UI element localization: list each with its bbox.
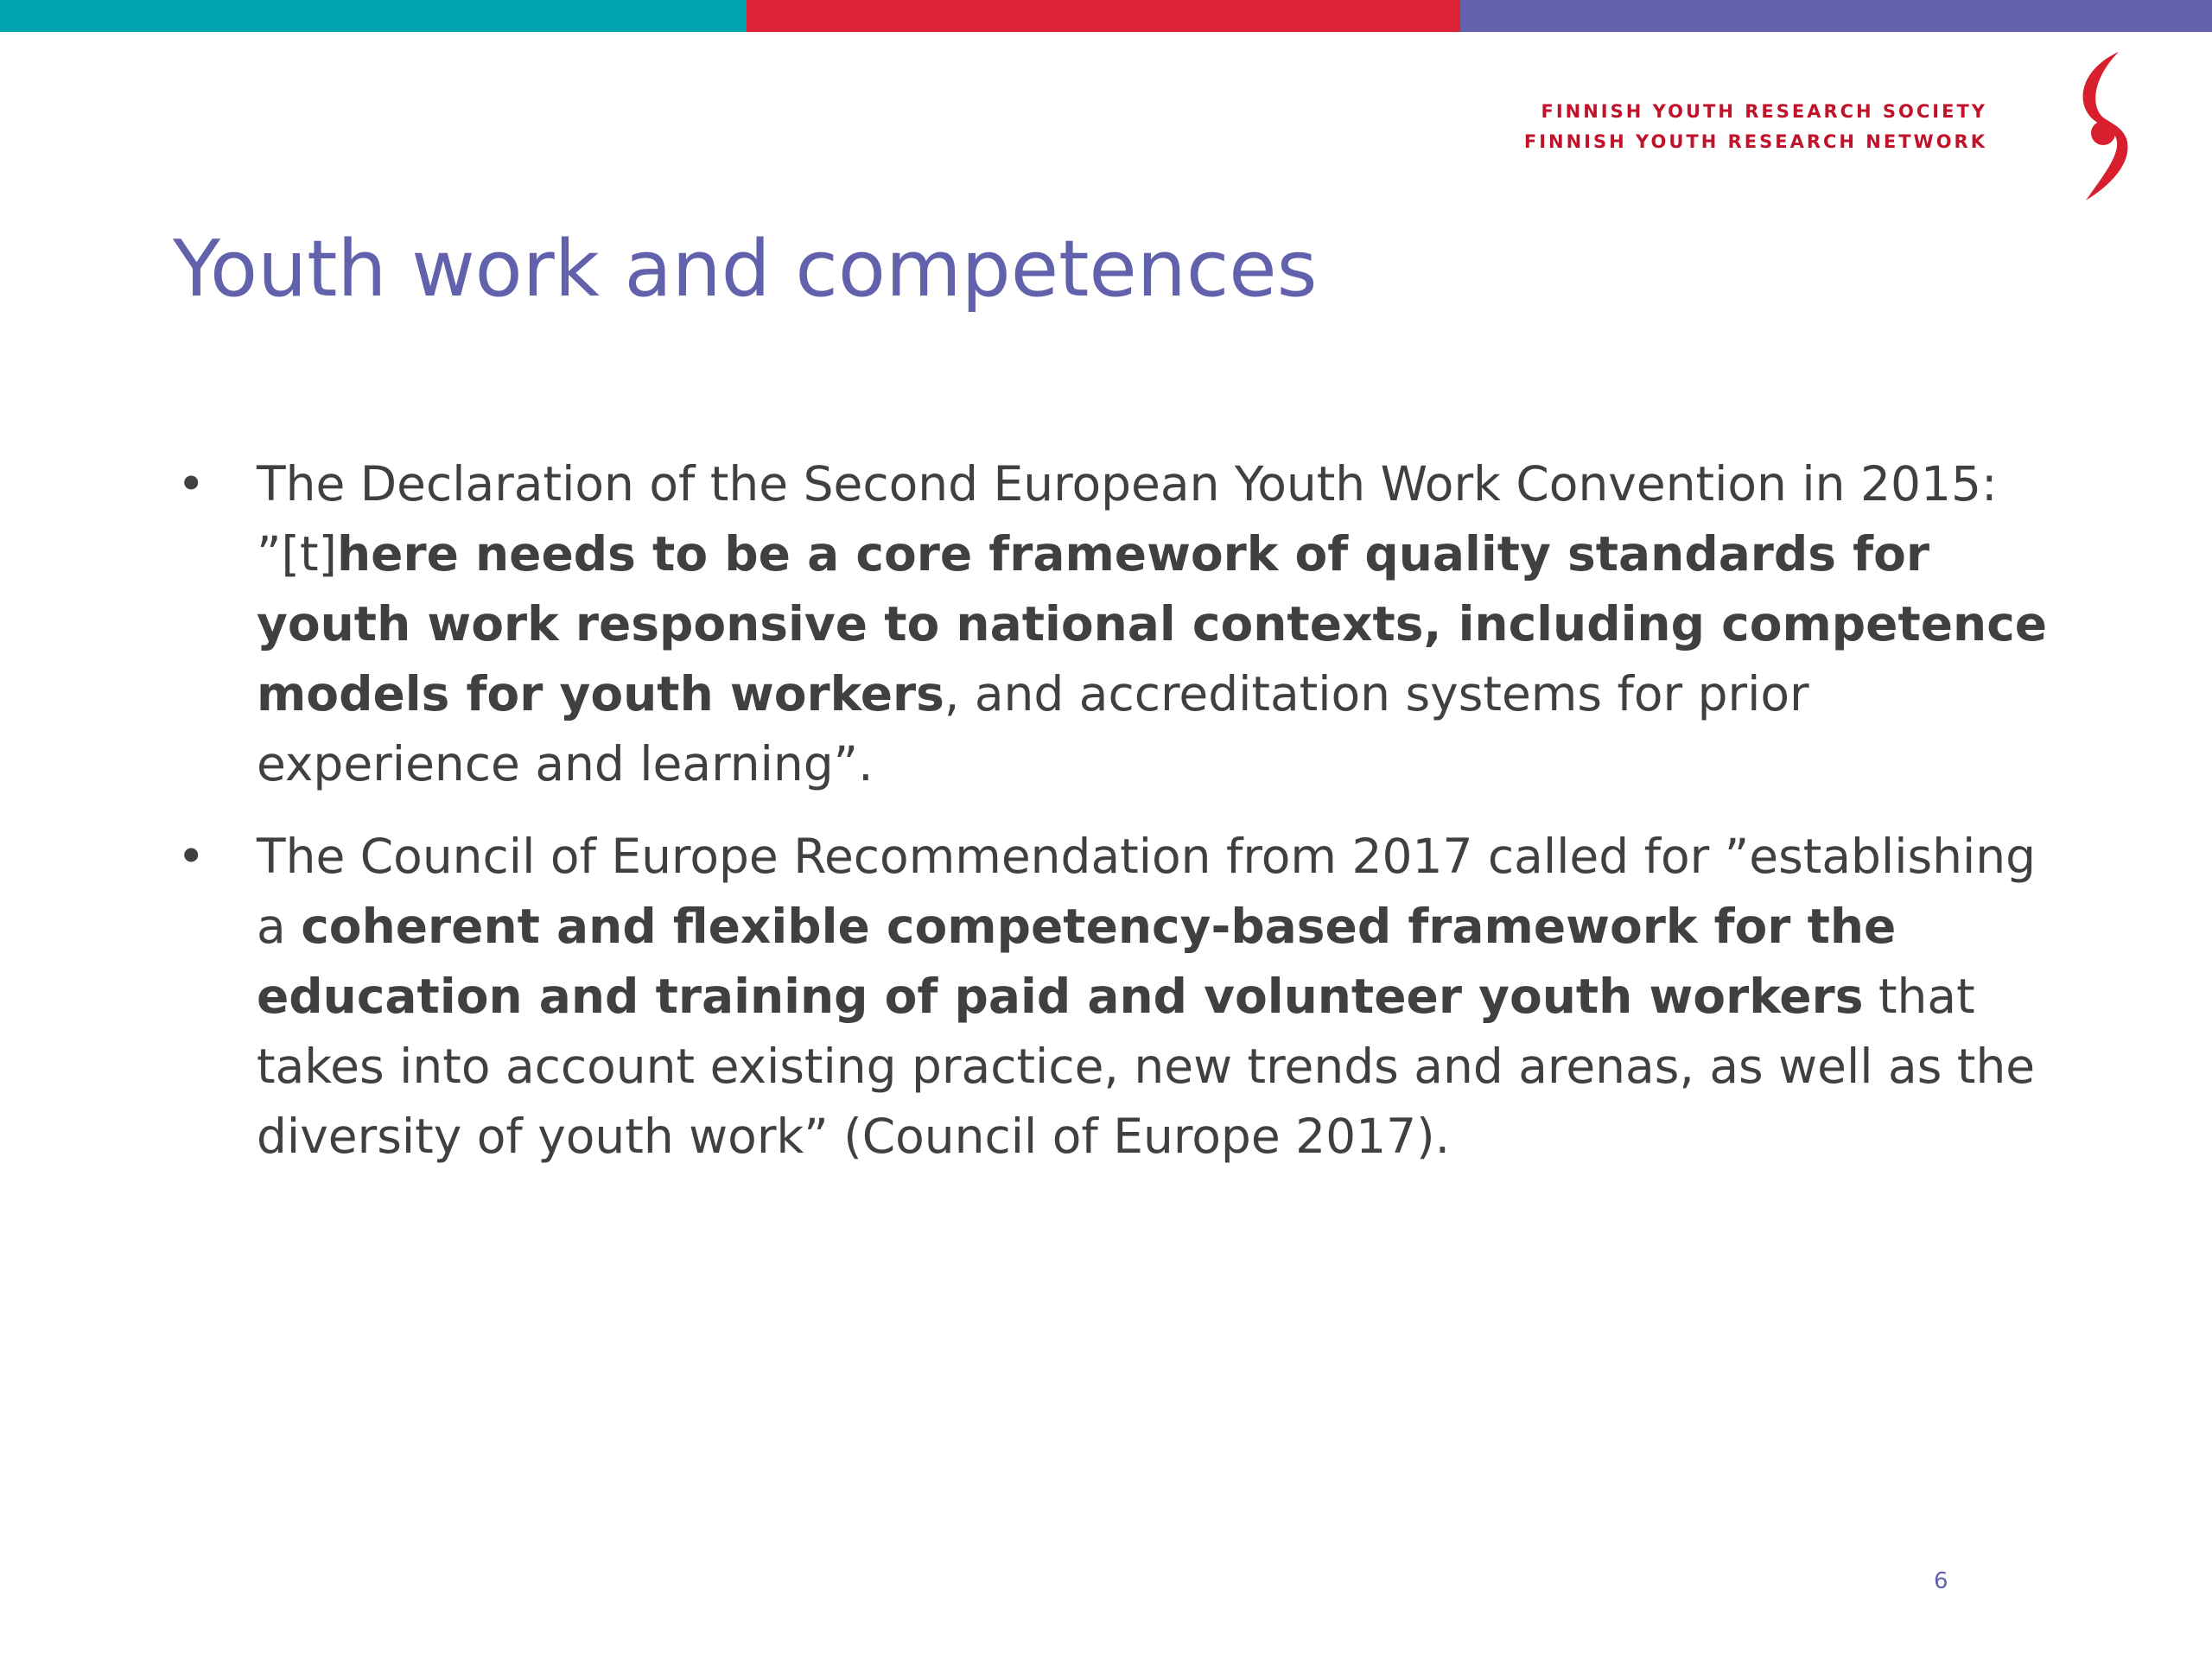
bullet-text-bold: here needs to be a core framework of quality standards for youth work responsive to national contexts, including competence models for youth workers [257, 526, 2048, 721]
bullet-text: The Council of Europe Recommendation from 2017 called for ”establishing a [257, 829, 2037, 954]
bullet-text: , and accreditation systems for prior experience and learning”. [257, 666, 1809, 791]
organization-logo [1523, 48, 2134, 204]
logo-line-network: FINNISH YOUTH RESEARCH NETWORK [1523, 131, 1987, 152]
slide-title: Youth work and competences [173, 224, 1318, 315]
top-color-stripe [0, 0, 2212, 32]
bullet-item [168, 822, 2069, 1172]
bullet-dot-icon: • [177, 829, 206, 884]
page-number: 6 [1934, 1568, 1948, 1594]
bullet-item [168, 449, 2069, 799]
logo-text [1524, 97, 1987, 157]
bullet-text-bold: coherent and flexible competency-based framework for the education and training of paid and volunteer youth workers [257, 899, 1897, 1024]
bullet-text: The Declaration of the Second European Youth Work Convention in 2015: ”[t] [257, 456, 1998, 582]
bullet-text: that takes into account existing practice, new trends and arenas, as well as the diversity of youth work” (Council of Europe 2017). [257, 969, 2036, 1164]
logo-line-society: FINNISH YOUTH RESEARCH SOCIETY [1541, 101, 1987, 122]
bullet-list [168, 449, 2069, 1194]
swirl-logo-icon [2065, 48, 2134, 204]
stripe-teal [0, 0, 747, 32]
stripe-red [747, 0, 1460, 32]
bullet-dot-icon: • [177, 456, 206, 512]
stripe-purple [1460, 0, 2212, 32]
